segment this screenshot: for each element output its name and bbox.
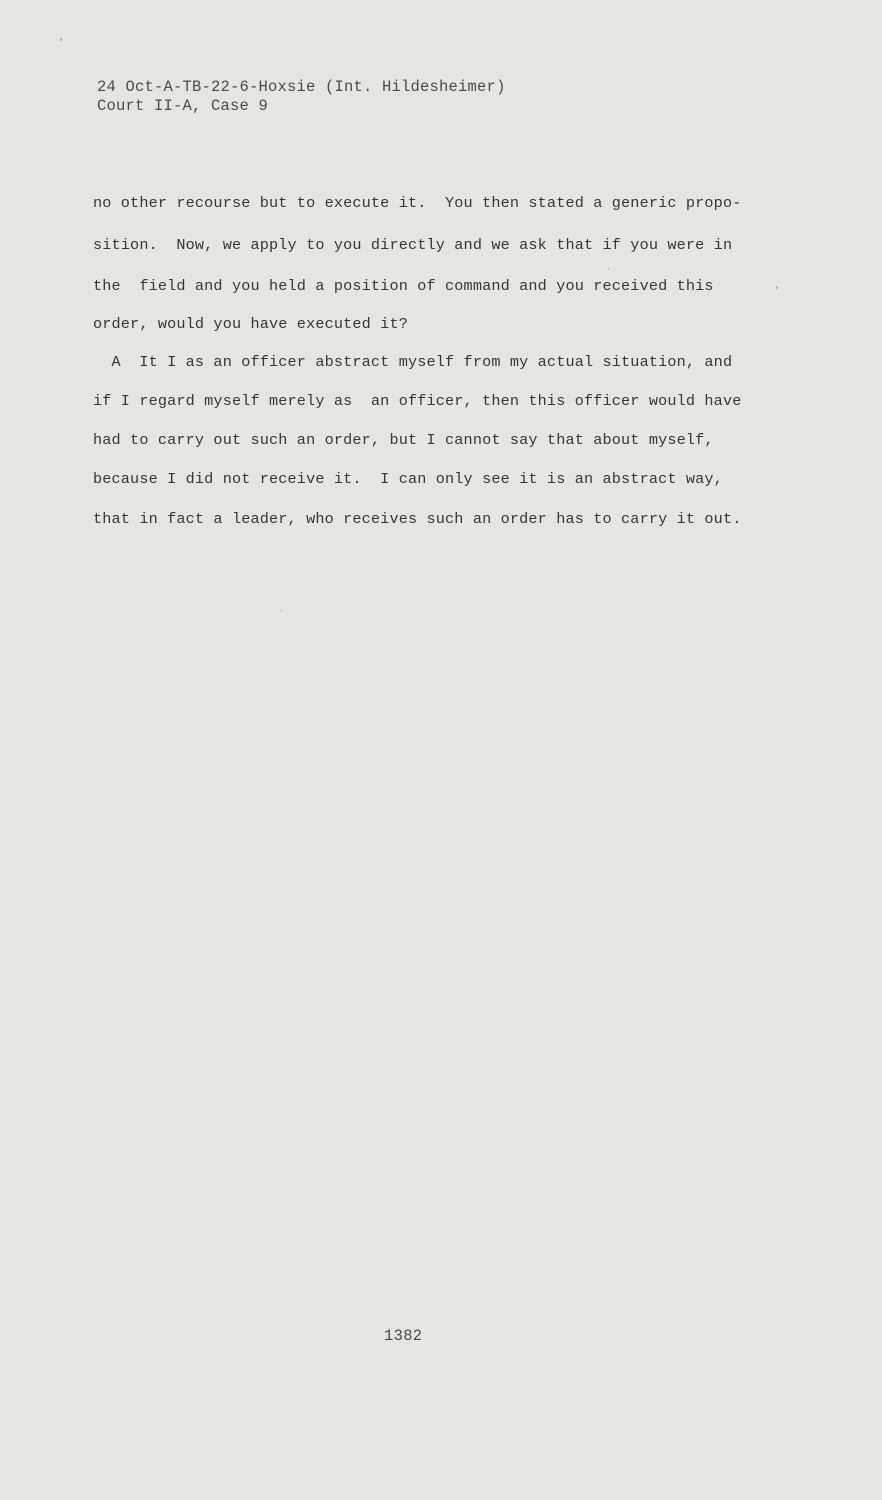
header-line-1: 24 Oct-A-TB-22-6-Hoxsie (Int. Hildesheimer) [97, 78, 506, 96]
transcript-line-4: order, would you have executed it? [93, 315, 408, 333]
transcript-line-1: no other recourse but to execute it. You then stated a generic propo- [93, 194, 742, 212]
transcript-line-7: had to carry out such an order, but I cannot say that about myself, [93, 431, 714, 449]
transcript-line-5: A It I as an officer abstract myself from my actual situation, and [93, 353, 733, 371]
paper-speck [776, 286, 778, 289]
transcript-line-9: that in fact a leader, who receives such an order has to carry it out. [93, 510, 742, 528]
transcript-line-8: because I did not receive it. I can only see it is an abstract way, [93, 470, 723, 488]
header-line-2: Court II-A, Case 9 [97, 97, 269, 115]
transcript-line-6: if I regard myself merely as an officer, then this officer would have [93, 392, 742, 410]
transcript-line-2: sition. Now, we apply to you directly and we ask that if you were in [93, 236, 733, 254]
paper-speck [60, 38, 62, 41]
document-header [97, 78, 506, 116]
paper-speck [608, 268, 609, 270]
paper-speck [281, 610, 282, 612]
transcript-line-3: the field and you held a position of command and you received this [93, 277, 714, 295]
page-number: 1382 [384, 1327, 423, 1345]
